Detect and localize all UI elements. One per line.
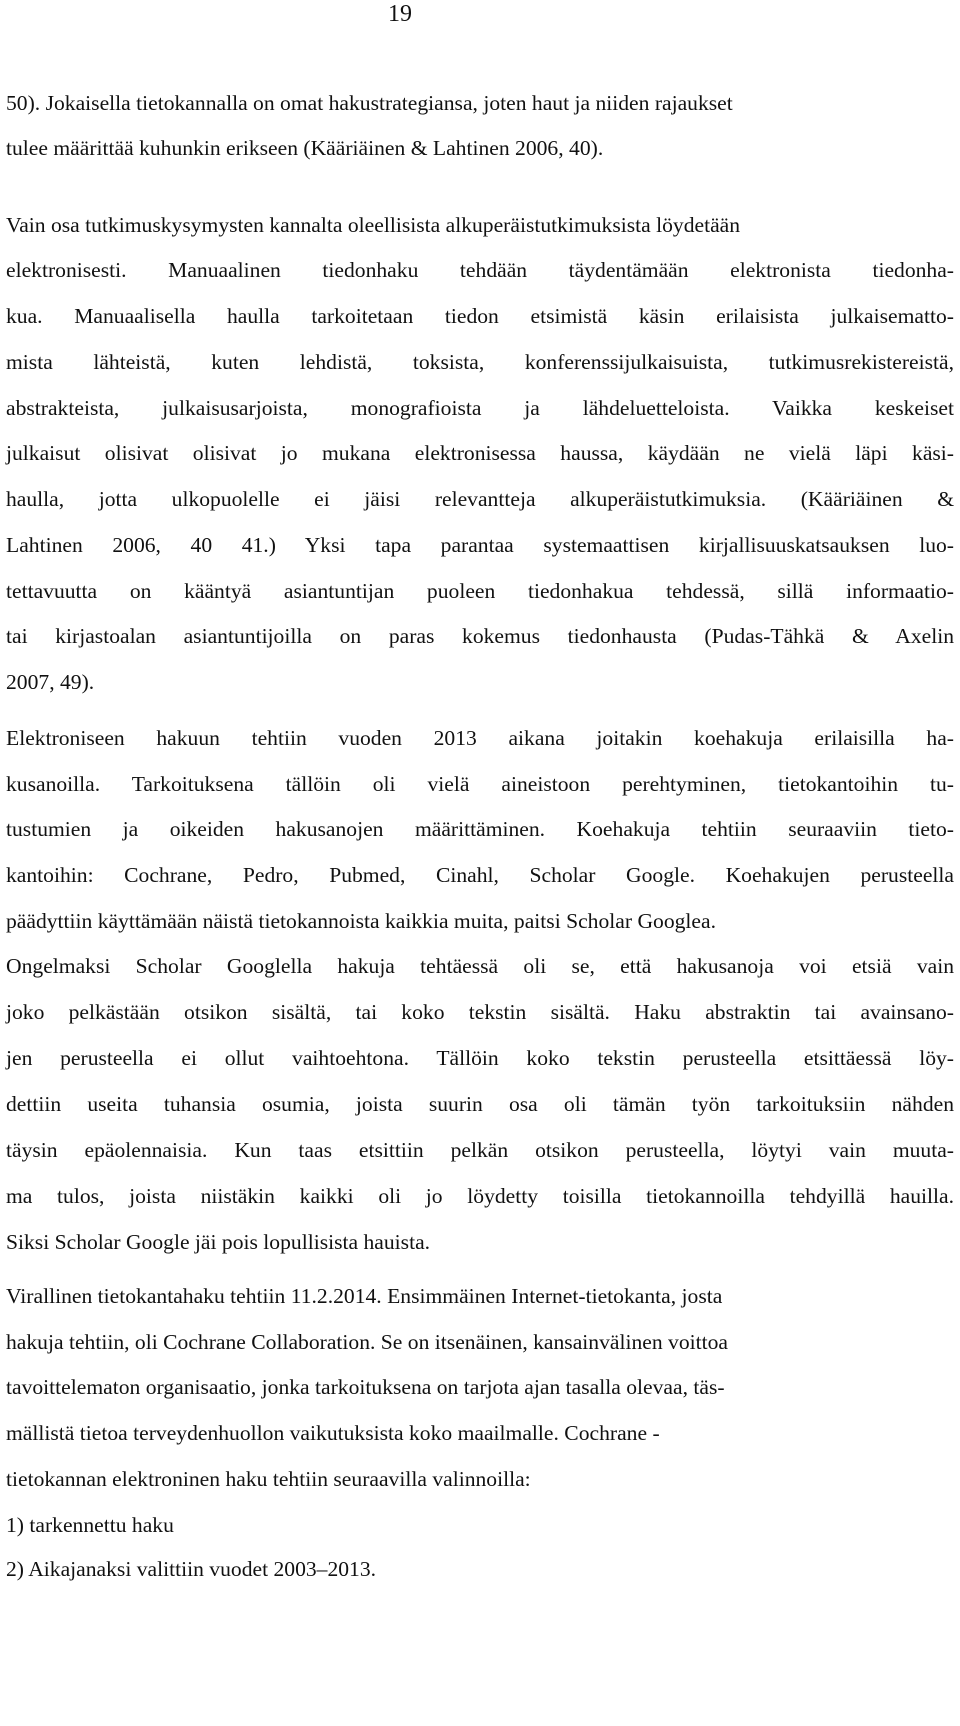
text-line: ma tulos, joista niistäkin kaikki oli jo löydetty toisilla tietokannoilla tehdyillä hauilla. <box>6 1184 954 1208</box>
text-line: julkaisut olisivat olisivat jo mukana elektronisessa haussa, käydään ne vielä läpi käsi- <box>6 441 954 465</box>
text-line: elektronisesti. Manuaalinen tiedonhaku tehdään täydentämään elektronista tiedonha- <box>6 258 954 282</box>
text-line: Virallinen tietokantahaku tehtiin 11.2.2014. Ensimmäinen Internet-tietokanta, josta <box>6 1284 723 1308</box>
text-line: tettavuutta on kääntyä asiantuntijan puoleen tiedonhakua tehdessä, sillä informaatio- <box>6 579 954 603</box>
text-line: tulee määrittää kuhunkin erikseen (Kääriäinen & Lahtinen 2006, 40). <box>6 136 604 160</box>
text-line: 1) tarkennettu haku <box>6 1513 174 1537</box>
text-line: kantoihin: Cochrane, Pedro, Pubmed, Cinahl, Scholar Google. Koehakujen perusteella <box>6 863 954 887</box>
text-line: tavoittelematon organisaatio, jonka tarkoituksena on tarjota ajan tasalla olevaa, täs- <box>6 1375 725 1399</box>
text-line: haulla, jotta ulkopuolelle ei jäisi relevantteja alkuperäistutkimuksia. (Kääriäinen & <box>6 487 954 511</box>
text-line: 2007, 49). <box>6 670 95 694</box>
text-line: kusanoilla. Tarkoituksena tällöin oli vielä aineistoon perehtyminen, tietokantoihin tu- <box>6 772 954 796</box>
text-line: Vain osa tutkimuskysymysten kannalta oleellisista alkuperäistutkimuksista löydetään <box>6 213 741 237</box>
text-line: hakuja tehtiin, oli Cochrane Collaboration. Se on itsenäinen, kansainvälinen voittoa <box>6 1330 729 1354</box>
text-line: mista lähteistä, kuten lehdistä, toksista, konferenssijulkaisuista, tutkimusrekistereistä, <box>6 350 954 374</box>
text-line: abstrakteista, julkaisusarjoista, monografioista ja lähdeluetteloista. Vaikka keskeiset <box>6 396 954 420</box>
text-line: dettiin useita tuhansia osumia, joista suurin osa oli tämän työn tarkoituksiin nähden <box>6 1092 954 1116</box>
text-line: joko pelkästään otsikon sisältä, tai koko tekstin sisältä. Haku abstraktin tai avainsano- <box>6 1000 954 1024</box>
text-line: Lahtinen 2006, 40 41.) Yksi tapa parantaa systemaattisen kirjallisuuskatsauksen luo- <box>6 533 954 557</box>
page-number: 19 <box>388 1 412 27</box>
text-line: täysin epäolennaisia. Kun taas etsittiin pelkän otsikon perusteella, löytyi vain muuta- <box>6 1138 954 1162</box>
text-line: Siksi Scholar Google jäi pois lopullisista hauista. <box>6 1230 431 1254</box>
text-line: päädyttiin käyttämään näistä tietokannoista kaikkia muita, paitsi Scholar Googlea. <box>6 909 716 933</box>
text-line: tietokannan elektroninen haku tehtiin seuraavilla valinnoilla: <box>6 1467 531 1491</box>
text-line: kua. Manuaalisella haulla tarkoitetaan tiedon etsimistä käsin erilaisista julkaisematto- <box>6 304 954 328</box>
text-line: 50). Jokaisella tietokannalla on omat hakustrategiansa, joten haut ja niiden rajaukset <box>6 91 733 115</box>
text-line: mällistä tietoa terveydenhuollon vaikutuksista koko maailmalle. Cochrane - <box>6 1421 660 1445</box>
text-line: jen perusteella ei ollut vaihtoehtona. Tällöin koko tekstin perusteella etsittäessä löy- <box>6 1046 954 1070</box>
text-line: tustumien ja oikeiden hakusanojen määrittäminen. Koehakuja tehtiin seuraaviin tieto- <box>6 817 954 841</box>
text-line: Ongelmaksi Scholar Googlella hakuja tehtäessä oli se, että hakusanoja voi etsiä vain <box>6 954 954 978</box>
text-line: 2) Aikajanaksi valittiin vuodet 2003–2013. <box>6 1557 377 1581</box>
text-line: tai kirjastoalan asiantuntijoilla on paras kokemus tiedonhausta (Pudas-Tähkä & Axelin <box>6 624 954 648</box>
text-line: Elektroniseen hakuun tehtiin vuoden 2013 aikana joitakin koehakuja erilaisilla ha- <box>6 726 954 750</box>
